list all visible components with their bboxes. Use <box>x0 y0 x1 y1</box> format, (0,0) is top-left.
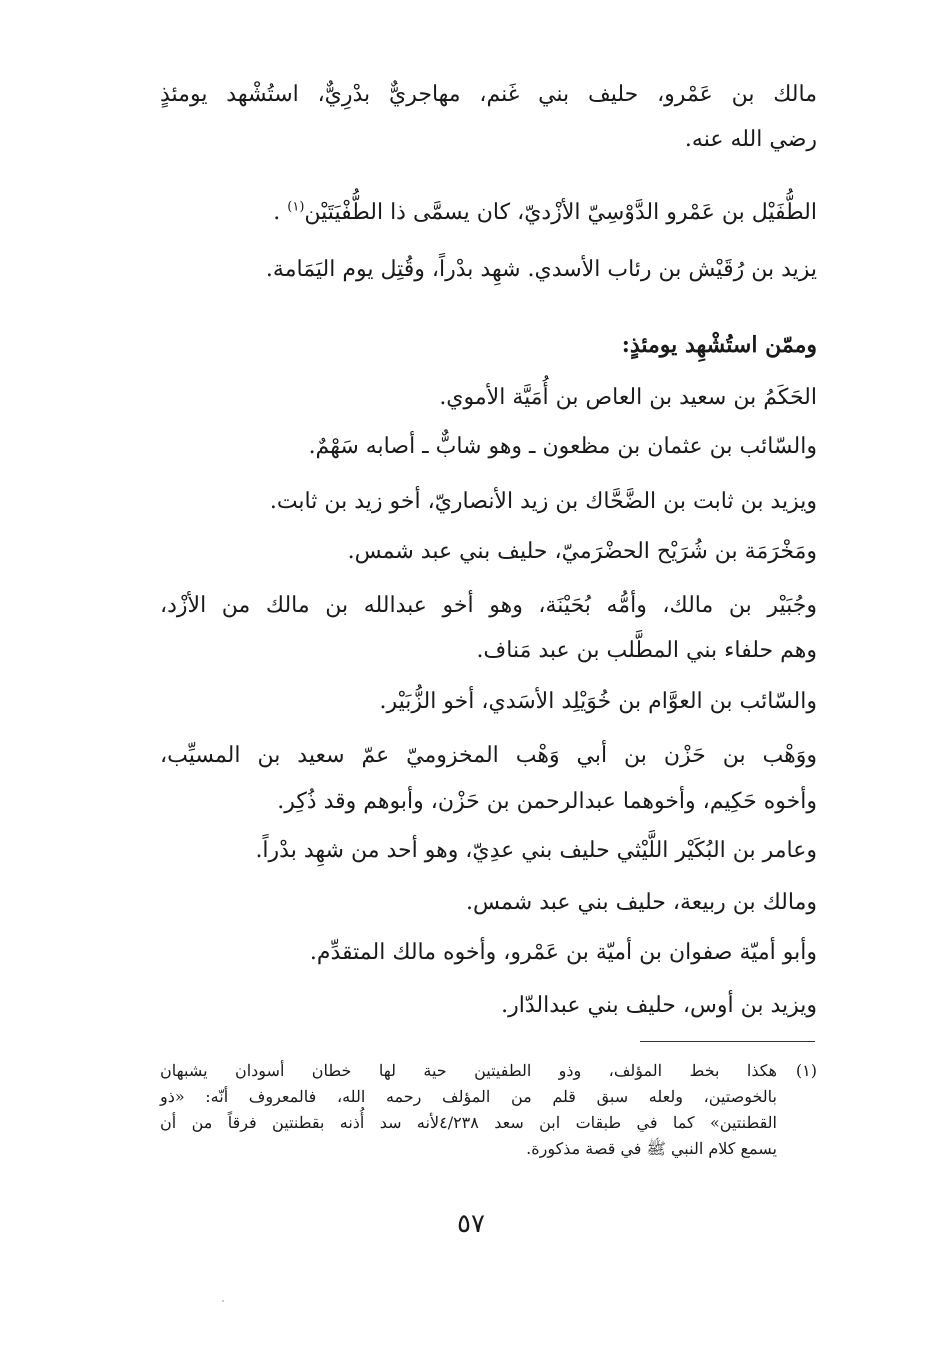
period: . <box>273 200 288 225</box>
text-line: ويزيد بن ثابت بن الضَّحَّاك بن زيد الأنصاريّ، أخو زيد بن ثابت. <box>269 489 817 514</box>
text-line: رضي الله عنه. <box>684 127 817 152</box>
text-line: وجُبَيْر بن مالك، وأمُّه بُحَيْنَة، وهو أخو عبدالله بن مالك من الأزْد، <box>160 593 817 618</box>
footnote-line: بالخوصتين، ولعله سبق قلم من المؤلف رحمه الله، فالمعروف أنّه: «ذو <box>160 1087 777 1106</box>
text-line <box>273 198 817 228</box>
text-line: ومَخْرَمَة بن شُرَيْح الحضْرَميّ، حليف بني عبد شمس. <box>347 539 817 564</box>
text-line: ووَهْب بن حَزْن بن أبي وَهْب المخزوميّ عمّ سعيد بن المسيِّب، <box>160 743 817 768</box>
text-line-content: الطُّفَيْل بن عَمْرو الدَّوْسِيّ الأزْديّ، كان يسمَّى ذا الطُّفْيَتَيْن <box>304 200 817 225</box>
text-line: ومالك بن ربيعة، حليف بني عبد شمس. <box>466 890 817 915</box>
text-line: ويزيد بن أوس، حليف بني عبدالدّار. <box>501 993 817 1018</box>
footnote-line: يسمع كلام النبي ﷺ في قصة مذكورة. <box>526 1139 777 1158</box>
text-line: وأخوه حَكِيم، وأخوهما عبدالرحمن بن حَزْن، وأبوهم وقد ذُكِر. <box>277 789 817 814</box>
text-line: يزيد بن رُقَيْش بن رئاب الأسدي. شهِد بدْراً، وقُتِل يوم اليَمَامة. <box>265 257 817 282</box>
footnote-line: هكذا بخط المؤلف، وذو الطفيتين حية لها خطان أسودان يشبهان <box>160 1061 777 1080</box>
footnote-reference: (١) <box>287 199 305 215</box>
footnote-divider <box>640 1041 815 1042</box>
footnote-marker: (١) <box>795 1061 817 1080</box>
text-line: وأبو أميّة صفوان بن أميّة بن عَمْرو، وأخوه مالك المتقدِّم. <box>309 940 817 965</box>
text-line: والسّائب بن العوَّام بن خُوَيْلِد الأسَدي، أخو الزُّبَيْر. <box>379 689 817 714</box>
footnote-line: القطنتين» كما في طبقات ابن سعد ٤/٢٣٨لأنه سد أُذنه بقطنتين فرقاً من أن <box>160 1113 778 1132</box>
text-line: مالك بن عَمْرو، حليف بني غَنم، مهاجريٌّ بدْرِيٌّ، استُشْهد يومئذٍ <box>160 82 817 107</box>
scan-speck <box>222 1300 224 1302</box>
text-line: وهم حلفاء بني المطَّلب بن عبد مَناف. <box>476 638 817 663</box>
section-heading: وممّن استُشْهِد يومئذٍ: <box>621 332 817 358</box>
text-line: والسّائب بن عثمان بن مظعون ـ وهو شابٌّ ـ أصابه سَهْمٌ. <box>308 434 817 459</box>
page-number: ٥٧ <box>457 1209 485 1239</box>
text-line: وعامر بن البُكَيْر اللَّيْثي حليف بني عدِيّ، وهو أحد من شهِد بدْراً. <box>255 838 817 863</box>
text-line: الحَكَمُ بن سعيد بن العاص بن أُمَيَّة الأموي. <box>439 385 817 410</box>
